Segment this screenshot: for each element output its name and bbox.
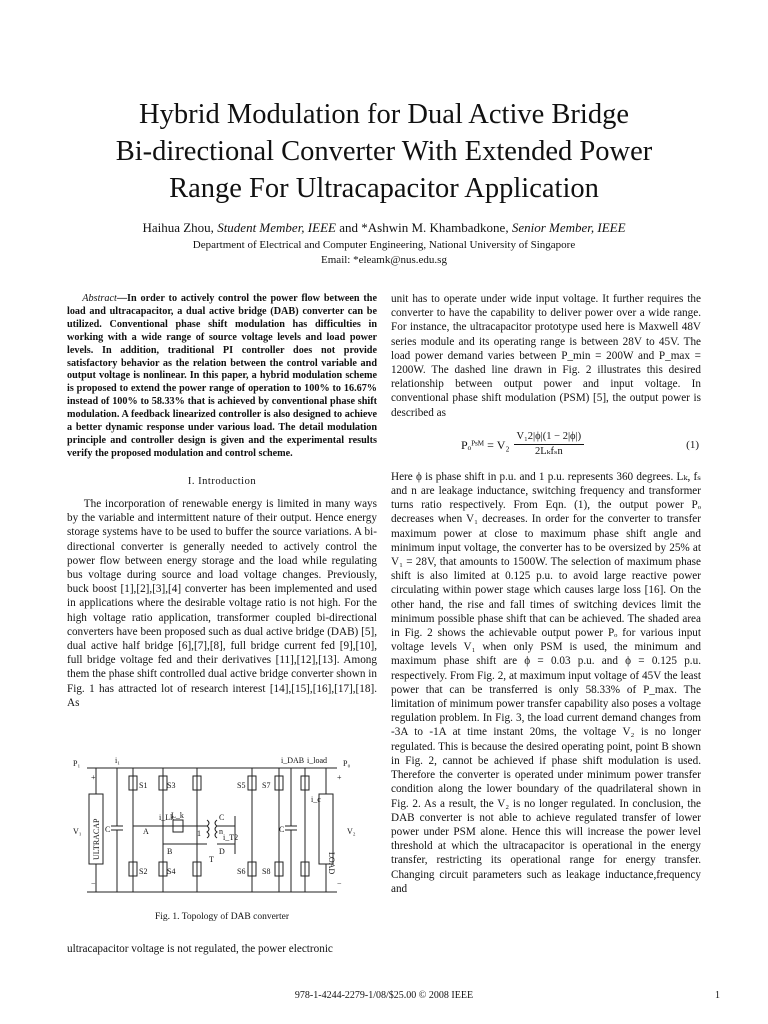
affiliation: Department of Electrical and Computer Engineering, National University of Singapore [192,239,576,251]
author-line [40,220,728,236]
label-minus-left: − [91,879,96,888]
email: Email: *eleamk@nus.edu.sg [321,254,447,266]
label-s7: S7 [262,781,271,790]
label-node-b: B [167,847,173,856]
abstract [67,293,377,461]
page-number: 1 [715,990,720,1001]
label-v2: V₂ [347,827,356,836]
label-s5: S5 [237,781,246,790]
label-lk: L_k [171,811,184,820]
footer-copyright: 978-1-4244-2279-1/08/$25.00 © 2008 IEEE [294,990,474,1001]
left-column-tail: ultracapacitor voltage is not regulated, the power electronic [67,943,333,955]
author2-name: *Ashwin M. Khambadkone, [361,220,509,235]
label-s8: S8 [262,867,271,876]
equation-denominator: 2Lₖfₛn [534,446,563,458]
title-line-2: Bi-directional Converter With Extended Power [115,136,653,167]
intro-paragraph: The incorporation of renewable energy is limited in many ways by the variable and intermittent nature of their output. Hence energy storage systems have to be used to buffer the source variations. A bi-directional converter is generally needed to actively control the power flow between energy storage and the load while regulating bus voltage during source and load voltage changes. Previously, buck boost [1],[2],[3],[4] converter has been implemented and used in applications where the desirable voltage ratio is not high. For the high voltage ratio application, transformer coupled bi-directional converters have been proposed such as dual active bridge (DAB) [5], dual active half bridge [6],[7],[8], full bridge current fed [9],[10], full bridge voltage fed and their derivatives [11],[12],[13]. Among them the phase shift controlled dual active bridge converter shown in Fig. 1 has attracted lot of research interest [14],[15],[16],[17],[18]. As [67,497,377,709]
figure-caption: Fig. 1. Topology of DAB converter [155,912,289,922]
equation-fraction [514,430,585,459]
label-s2: S2 [139,867,148,876]
title-line-3: Range For Ultracapacitor Application [169,173,599,204]
equation-lhs: Pₒᴾˢᴹ = V₂ [461,437,510,452]
label-p0: P₀ [343,759,351,768]
left-column [67,293,377,710]
label-idab: i_DAB [281,756,305,765]
author-and: and [339,220,358,235]
right-paragraph-2: Here ϕ is phase shift in p.u. and 1 p.u. represents 360 degrees. Lₖ, fₛ and n are leakage inductance, switching frequency and transformer turns ratio respectively. From Eqn. (1), the output power Pₒ decreases when V₁ decreases. In order for the converter to transfer maximum power at close to maximum phase shift angle and minimum input voltage, the converter has to be oversized by 25% at V₁ = 28V, that amounts to 1500W. The selection of maximum phase shift is also limited at 0.125 p.u. to avoid large reactive power circulating within power stage which causes large loss [16]. On the other hand, the rise and fall times of switching devices limit the minimum possible phase shift that can be achieved. The shaded area in Fig. 2 shows the achievable output power Pₒ for various input voltage levels V₁ when only PSM is used, the minimum and maximum phase shift are ϕ = 0.03 p.u. and ϕ = 0.125 p.u. respectively. From Fig. 2, at maximum input voltage of 45V the least power that can be transferred is only 58.33% of P_max. The limitation of minimum power transfer capability also poses a voltage regulation problem. In Fig. 3, the load current demand changes from -3A to -1A at time instant 20ms, the voltage V₂ is no longer regulated. This is because the desired operating point, point B shown in Fig. 2, cannot be achieved if phase shift modulation is used. Therefore the converter is operated under minimum power transfer condition along the lower boundary of the quadrilateral shown in Fig. 2. As a result, the V₂ is no longer regulated. In conclusion, the DAB converter is not able to achieve regulated transfer of lower power under PSM alone. Hence this will increase the power level threshold at which the ultracapacitor is operational in the energy transfer, restricting its operational range for energy transfer. Changing circuit parameters such as leakage inductance,frequency and [391,470,701,895]
abstract-text: —In order to actively control the power flow between the load and ultracapacitor, a dual active bridge (DAB) converter can be utilized. Conventional phase shift modulation has difficulties in working with a wide range of source voltage levels and load power levels. In addition, traditional PI controller does not provide satisfactory behavior as the relation between the control variable and output voltage is nonlinear. In this paper, a hybrid modulation scheme is proposed to extend the power range of operation to 100% to 16.67% instead of 100% to 58.33% that is achieved by conventional phase shift modulation. A feedback linearized controller is also designed to achieve a better dynamic response under various load. The detail modulation principle and controller design is given and the experimental results verify the proposed modulation and control scheme. [67,293,377,459]
label-ic: i_c [311,795,321,804]
label-iload: i_load [307,756,327,765]
label-it2: i_T2 [223,833,239,842]
label-node-d: D [219,847,225,856]
label-i1: i₁ [115,756,121,765]
label-turns-n: n [219,827,223,836]
equation-body [391,430,584,459]
title-line-1: Hybrid Modulation for Dual Active Bridge [139,99,629,130]
equation-1 [391,428,701,462]
label-node-c: C [219,813,225,822]
label-s3: S3 [167,781,176,790]
equation-numerator: V₁2|ϕ|(1 − 2|ϕ|) [514,430,585,445]
right-column [391,292,701,896]
label-s4: S4 [167,867,176,876]
equation-number: (1) [686,438,699,451]
circuit-diagram [67,754,377,906]
label-node-a: A [143,827,149,836]
label-v1: V₁ [73,827,82,836]
label-c-left: C [105,825,111,834]
abstract-label: Abstract [82,293,117,304]
label-plus-left: + [91,773,96,782]
right-paragraph-1: unit has to operate under wide input voltage. It further requires the converter to have the capability to deliver power over a wide range. For instance, the ultracapacitor prototype used here is Maxwell 48V series module and its operating range is between 28V to 45V. The load power demand varies between P_min = 200W and P_max = 1200W. The dashed line drawn in Fig. 2 illustrates this desired relationship between output power and input voltage. In conventional phase shift modulation (PSM) [5], the output power is described as [391,293,701,419]
label-plus-right: + [337,773,342,782]
label-s1: S1 [139,781,148,790]
paper-title [40,96,728,207]
label-transformer-t: T [209,855,214,864]
label-turns-1: 1 [197,829,201,838]
label-c-right: C [279,825,285,834]
author1-name: Haihua Zhou, [142,220,214,235]
label-p1: P₁ [73,759,81,768]
section-heading-introduction: I. Introduction [187,475,257,487]
author1-role: Student Member, IEEE [217,220,336,235]
label-ultracap: ULTRACAP [92,818,101,860]
label-load: LOAD [327,852,336,875]
label-ilk: i_Lk [159,813,175,822]
figure-dab-topology [67,754,377,906]
label-minus-right: − [337,879,342,888]
author2-role: Senior Member, IEEE [511,220,626,235]
label-s6: S6 [237,867,246,876]
